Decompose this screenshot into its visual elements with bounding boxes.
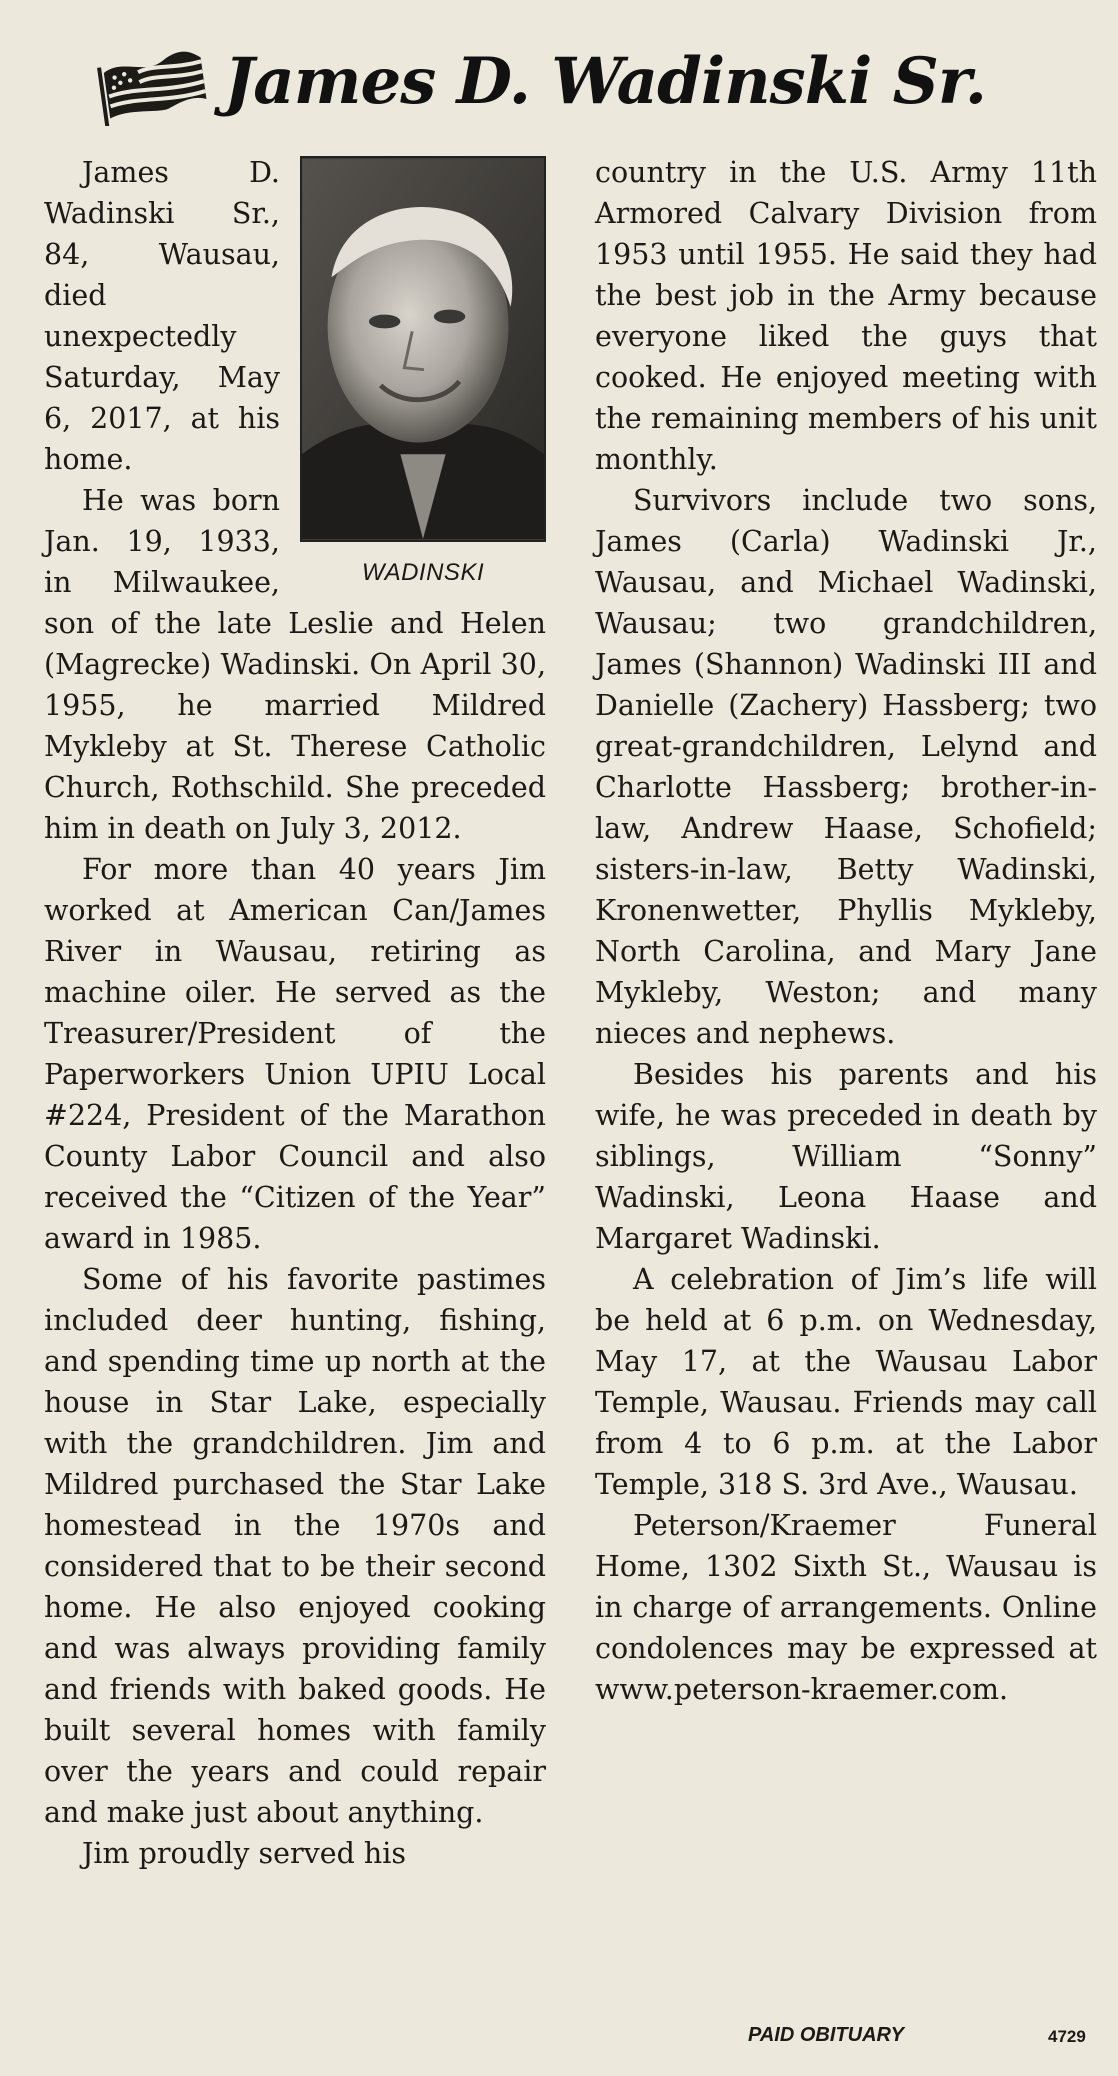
ad-number: 4729 [1048, 2027, 1086, 2046]
paragraph: Besides his parents and his wife, he was preceded in death by siblings, William “Sonny” Wadinski, Leona Haase and Margaret Wadinski. [595, 1058, 1097, 1255]
obituary-header [96, 40, 996, 130]
deceased-name-title: James D. Wadinski Sr. [224, 44, 986, 119]
photo-caption: WADINSKI [361, 559, 485, 586]
paragraph: For more than 40 years Jim worked at American Can/James River in Wausau, retiring as machine oiler. He served as the Treasurer/President of the Paperworkers Union UPIU Local #224, President of the Marathon County Labor Council and also received the “Citizen of the Year” award in 1985. [44, 853, 546, 1255]
portrait-photo [300, 156, 546, 542]
paragraph: Survivors include two sons, James (Carla) Wadinski Jr., Wausau, and Michael Wadinski, Wausau; two grandchildren, James (Shannon) Wadinski III and Danielle (Zachery) Hassberg; two great-grandchildren, Lelynd and Charlotte Hassberg; brother-in-law, Andrew Haase, Schofield; sisters-in-law, Betty Wadinski, Kronenwetter, Phyllis Mykleby, North Carolina, and Mary Jane Mykleby, Weston; and many nieces and nephews. [595, 484, 1097, 1050]
paid-obituary-label: PAID OBITUARY [748, 2024, 904, 2046]
portrait-block [300, 156, 546, 590]
paragraph: He was born Jan. 19, 1933, in Milwaukee, son of the late Leslie and Helen (Magrecke) Wadinski. On April 30, 1955, he married Mildred Mykleby at St. Therese Catholic Church, Rothschild. She preceded him in death on July 3, 2012. [44, 484, 546, 845]
paragraph-continued: country in the U.S. Army 11th Armored Calvary Division from 1953 until 1955. He said they had the best job in the Army because everyone liked the guys that cooked. He enjoyed meeting with the remaining members of his unit monthly. [595, 156, 1097, 476]
left-column [44, 152, 546, 1874]
right-column [595, 152, 1097, 1710]
paragraph: James D. Wadinski Sr., 84, Wausau, died unexpectedly Saturday, May 6, 2017, at his home. [44, 156, 280, 476]
paragraph: Peterson/Kraemer Funeral Home, 1302 Sixth St., Wausau is in charge of arrangements. Online condolences may be expressed at www.peterson-kraemer.com. [595, 1509, 1097, 1706]
paragraph: Jim proudly served his [82, 1837, 407, 1870]
american-flag-icon [96, 44, 214, 126]
paragraph: Some of his favorite pastimes included deer hunting, fishing, and spending time up north at the house in Star Lake, especially with the grandchildren. Jim and Mildred purchased the Star Lake homestead in the 1970s and considered that to be their second home. He also enjoyed cooking and was always providing family and friends with baked goods. He built several homes with family over the years and could repair and make just about anything. [44, 1263, 546, 1829]
paragraph: A celebration of Jim’s life will be held at 6 p.m. on Wednesday, May 17, at the Wausau Labor Temple, Wausau. Friends may call from 4 to 6 p.m. at the Labor Temple, 318 S. 3rd Ave., Wausau. [595, 1263, 1097, 1501]
